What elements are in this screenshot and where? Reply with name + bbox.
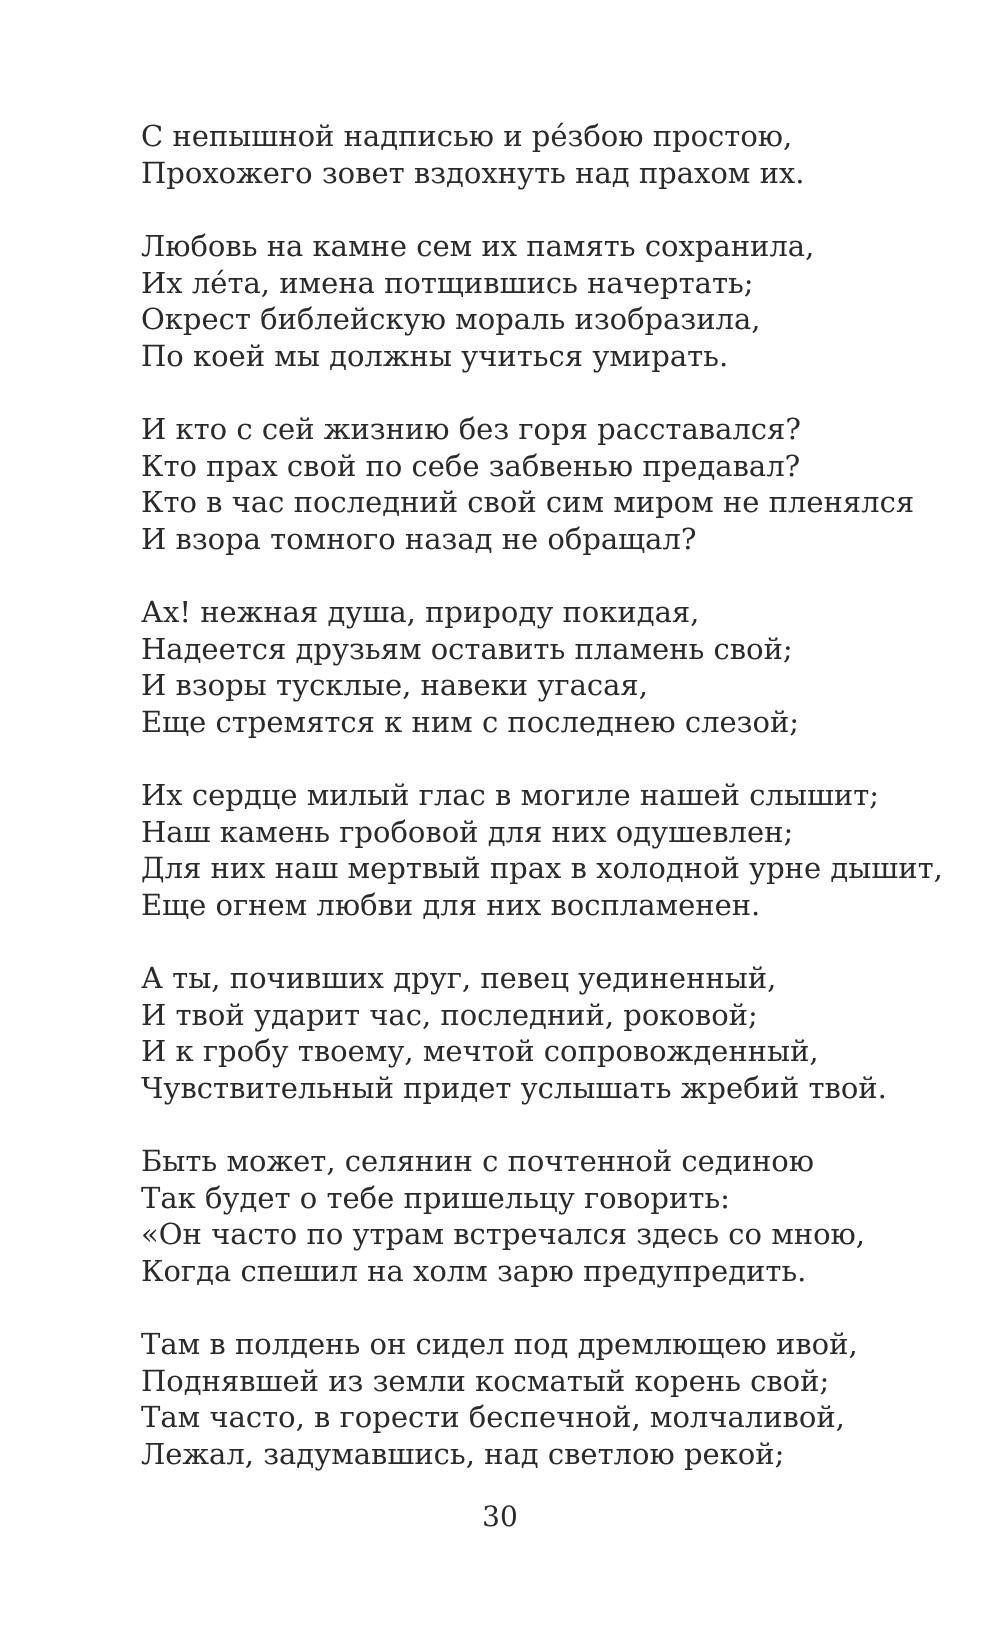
poem-line: По коей мы должны учиться умирать. bbox=[141, 338, 729, 373]
stanza-5 bbox=[141, 777, 961, 923]
poem-line: Поднявшей из земли косматый корень свой; bbox=[141, 1363, 830, 1398]
poem-line: С непышной надписью и ре́збою простою, bbox=[141, 119, 793, 153]
poem-line: Там часто, в горести беспечной, молчаливой, bbox=[141, 1400, 845, 1434]
poem-line: И взора томного назад не обращал? bbox=[141, 521, 697, 556]
stanza-8 bbox=[141, 1326, 961, 1472]
poem-line: И твой ударит час, последний, роковой; bbox=[141, 997, 758, 1032]
poem-line: Быть может, селянин с почтенной сединою bbox=[141, 1144, 815, 1178]
poem-line: Чувствительный придет услышать жребий твой. bbox=[141, 1070, 887, 1105]
poem-line: Ах! нежная душа, природу покидая, bbox=[141, 595, 700, 629]
poem-line: «Он часто по утрам встречался здесь со мною, bbox=[141, 1217, 866, 1251]
poem-line: Для них наш мертвый прах в холодной урне дышит, bbox=[141, 851, 943, 885]
poem-line: Кто прах свой по себе забвенью предавал? bbox=[141, 448, 801, 483]
stanza-7 bbox=[141, 1143, 961, 1289]
poem-line: Когда спешил на холм зарю предупредить. bbox=[141, 1253, 807, 1288]
poem-line: Так будет о тебе пришельцу говорить: bbox=[141, 1180, 730, 1215]
poem-line: Лежал, задумавшись, над светлою рекой; bbox=[141, 1436, 785, 1471]
poem-line: Надеется друзьям оставить пламень свой; bbox=[141, 631, 793, 666]
poem-line: Их сердце милый глас в могиле нашей слышит; bbox=[141, 778, 880, 812]
poem-line: Наш камень гробовой для них одушевлен; bbox=[141, 814, 794, 849]
stanza-4 bbox=[141, 594, 961, 740]
poem-line: А ты, почивших друг, певец уединенный, bbox=[141, 961, 777, 995]
poem-line: Еще огнем любви для них воспламенен. bbox=[141, 887, 761, 922]
stanza-6 bbox=[141, 960, 961, 1106]
poem-line: Кто в час последний свой сим миром не пленялся bbox=[141, 485, 915, 519]
poem-line: Любовь на камне сем их память сохранила, bbox=[141, 229, 815, 263]
poem-line: И взоры тусклые, навеки угасая, bbox=[141, 668, 648, 702]
poem-line: И к гробу твоему, мечтой сопровожденный, bbox=[141, 1034, 819, 1068]
poem-line: Окрест библейскую мораль изобразила, bbox=[141, 302, 761, 336]
poem-line: Там в полдень он сидел под дремлющею ивой, bbox=[141, 1327, 858, 1361]
stanza-2 bbox=[141, 228, 961, 374]
poem-line: Прохожего зовет вздохнуть над прахом их. bbox=[141, 155, 805, 190]
stanza-1 bbox=[141, 118, 961, 191]
poem-line: Еще стремятся к ним с последнею слезой; bbox=[141, 704, 800, 739]
page-number: 30 bbox=[482, 1500, 518, 1533]
poem-line: И кто с сей жизнию без горя расставался? bbox=[141, 412, 801, 446]
stanza-3 bbox=[141, 411, 961, 557]
poem-line: Их ле́та, имена потщившись начертать; bbox=[141, 265, 754, 300]
poem-text bbox=[141, 118, 961, 1509]
